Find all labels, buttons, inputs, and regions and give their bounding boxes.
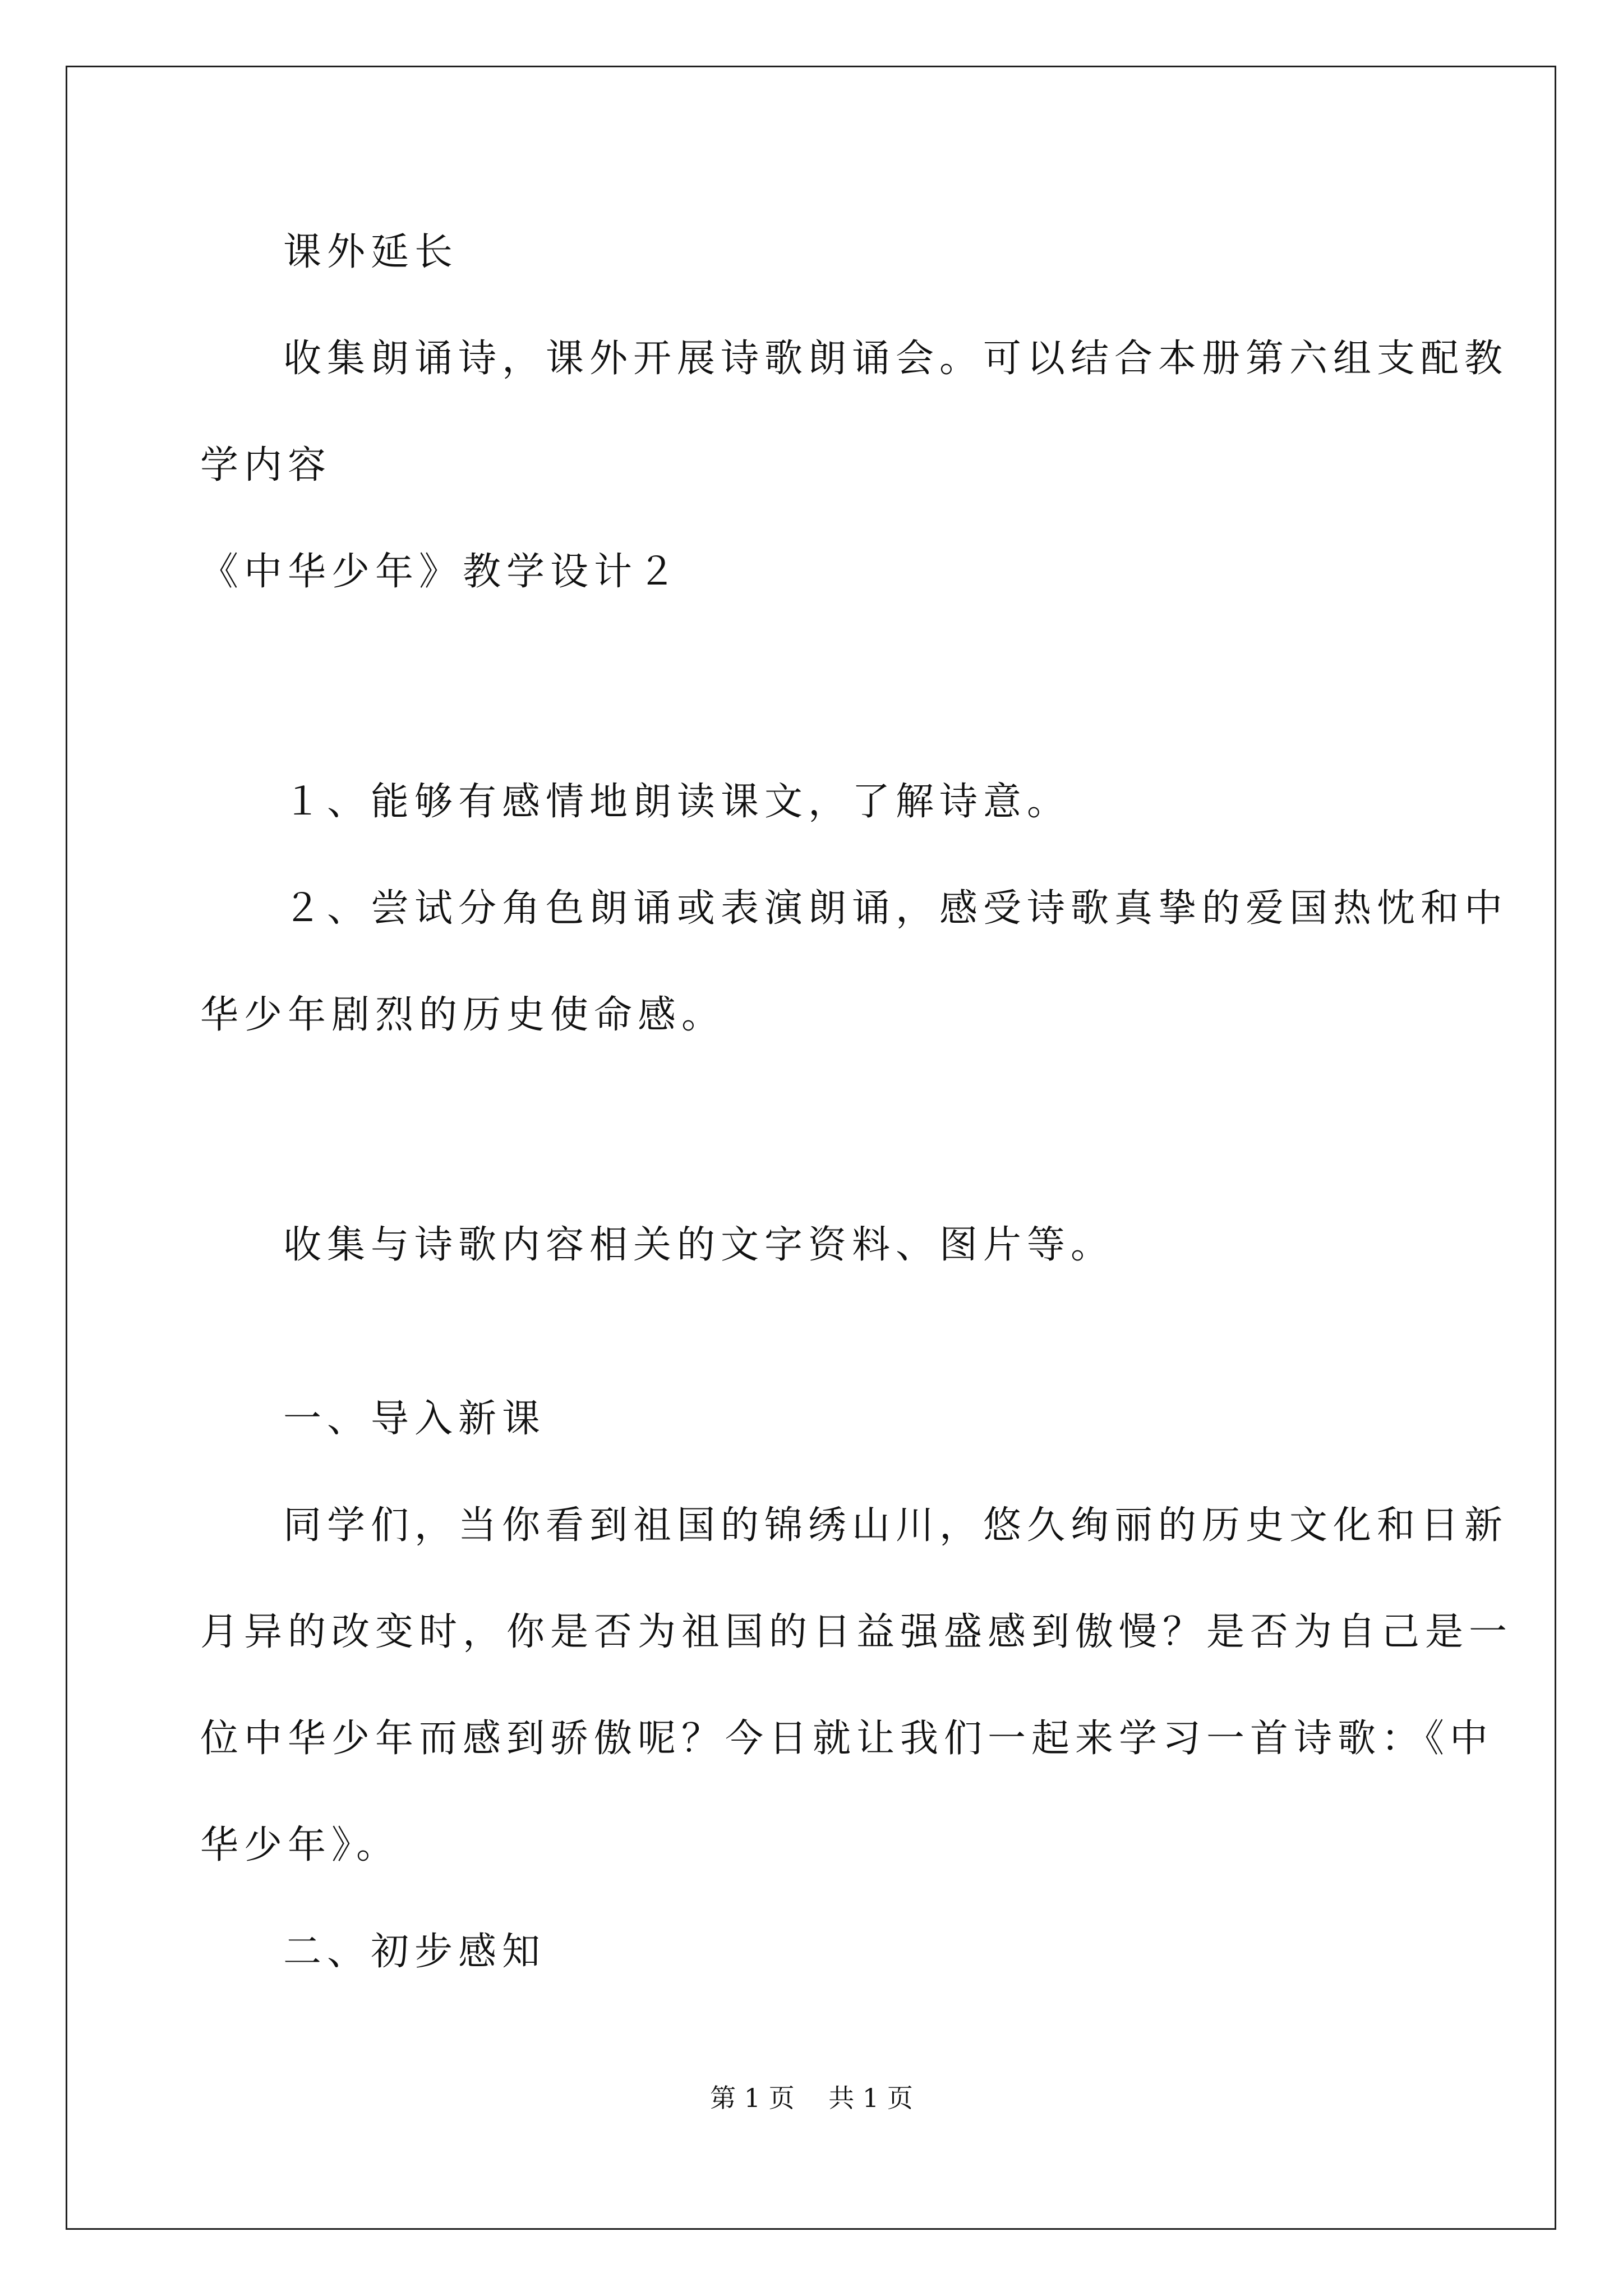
objective-item: １、能够有感情地朗读课文，了解诗意。 <box>283 780 1071 824</box>
paragraph-line: 月异的改变时，你是否为祖国的日益强盛感到傲慢？是否为自己是一 <box>200 1610 1513 1654</box>
preparation-text: 收集与诗歌内容相关的文字资料、图片等。 <box>283 1223 1115 1267</box>
page-number: 第 1 页 共 1 页 <box>710 2083 913 2113</box>
objective-item: ２、尝试分角色朗诵或表演朗诵，感受诗歌真挚的爱国热忱和中 <box>283 886 1509 931</box>
page-border <box>66 66 1556 2230</box>
document-title: 《中华少年》教学设计２ <box>200 550 682 594</box>
paragraph-line: 位中华少年而感到骄傲呢？今日就让我们一起来学习一首诗歌：《中 <box>200 1717 1494 1761</box>
section-heading-perception: 二、初步感知 <box>283 1930 546 1974</box>
paragraph-line: 同学们，当你看到祖国的锦绣山川，悠久绚丽的历史文化和日新 <box>283 1503 1509 1548</box>
section-heading-extension: 课外延长 <box>283 230 459 274</box>
paragraph-line: 华少年》。 <box>200 1823 400 1867</box>
section-heading-intro: 一、导入新课 <box>283 1397 546 1441</box>
paragraph-line: 华少年剧烈的历史使命感。 <box>200 993 726 1037</box>
paragraph-line: 学内容 <box>200 443 332 487</box>
paragraph-line: 收集朗诵诗，课外开展诗歌朗诵会。可以结合本册第六组支配教 <box>283 337 1509 381</box>
